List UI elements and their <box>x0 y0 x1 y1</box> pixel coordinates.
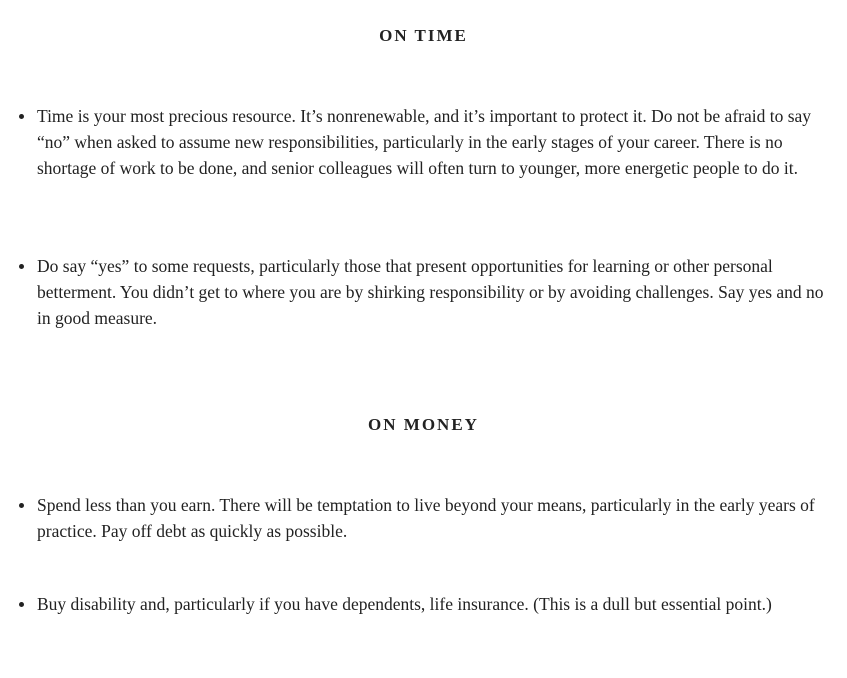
section-heading-on-money: ON MONEY <box>368 415 479 434</box>
bullet-dot-icon <box>19 264 24 269</box>
section-heading-on-time: ON TIME <box>379 26 468 45</box>
list-item-text: Time is your most precious resource. It’s nonrenewable, and it’s important to protect it. Do not be afraid to say “no” when asked to assume new responsibilities, particularly in the early stages of your career. There is no shortage of work to be done, and senior colleagues will often turn to younger, more energetic people to do it. <box>37 106 812 178</box>
bullet-dot-icon <box>19 503 24 508</box>
list-item-text: Spend less than you earn. There will be temptation to live beyond your means, particularly in the early years of practice. Pay off debt as quickly as possible. <box>37 495 815 541</box>
bullet-dot-icon <box>19 114 24 119</box>
list-item-text: Do say “yes” to some requests, particularly those that present opportunities for learning or other personal betterment. You didn’t get to where you are by shirking responsibility or by avoiding challenges. Say yes and no in good measure. <box>37 256 824 328</box>
list-item-text: Buy disability and, particularly if you have dependents, life insurance. (This is a dull but essential point.) <box>37 594 772 614</box>
bullet-dot-icon <box>19 602 24 607</box>
